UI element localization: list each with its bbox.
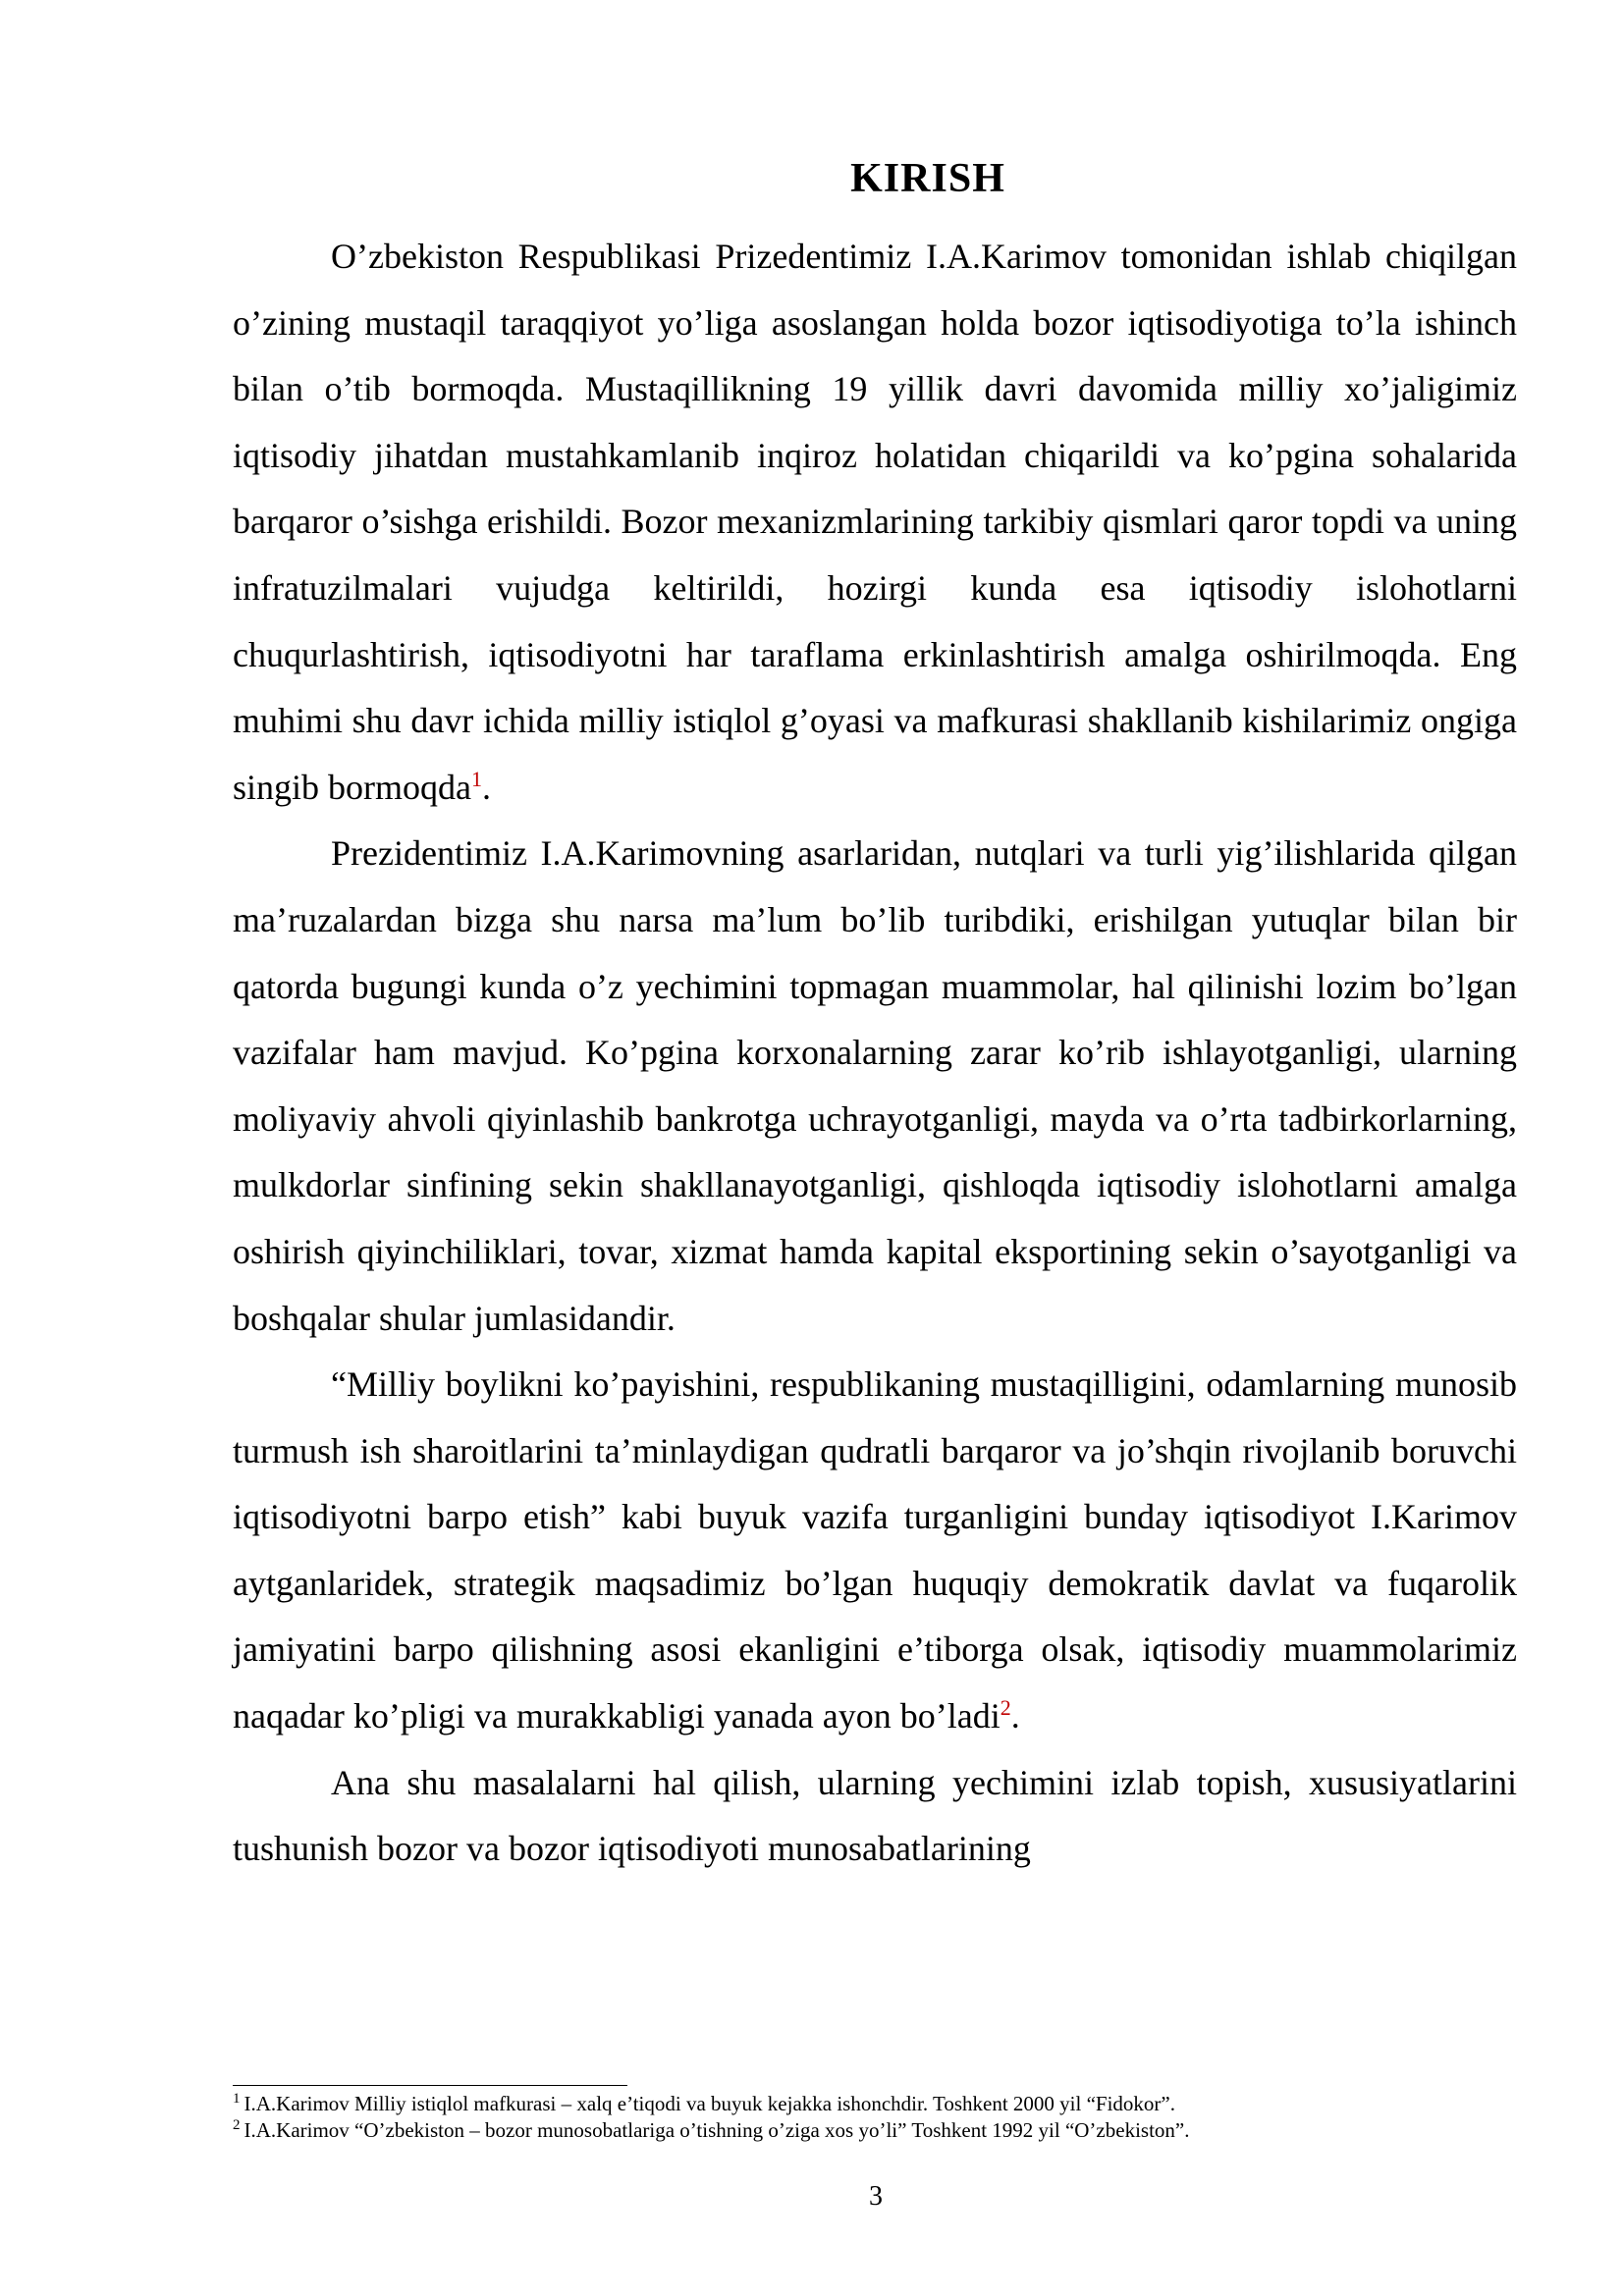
page-title: KIRISH [850, 156, 1005, 201]
paragraph-text: O’zbekiston Respublikasi Prizedentimiz I.A.Karimov tomonidan ishlab chiqilgan o’zining mustaqil taraqqiyot yo’liga asoslangan holda bozor iqtisodiyotiga to’la ishinch bilan o’tib bormoqda. Mustaqillikning 19 yillik davri davomida milliy xo’jaligimiz iqtisodiy jihatdan mustahkamlanib inqiroz holatidan chiqarildi va ko’pgina sohalarida barqaror o’sishga erishildi. Bozor mexanizmlarining tarkibiy qismlari qaror topdi va uning infratuzilmalari vujudga keltirildi, hozirgi kunda esa iqtisodiy islohotlarni chuqurlashtirish, iqtisodiyotni har taraflama erkinlashtirish amalga oshirilmoqda. Eng muhimi shu davr ichida milliy istiqlol g’oyasi va mafkurasi shakllanib kishilarimiz ongiga singib bormoqda [233, 237, 1517, 807]
footnotes [233, 2091, 1517, 2144]
footnote-text: I.A.Karimov Milliy istiqlol mafkurasi – xalq e’tiqodi va buyuk kejakka ishonchdir. Toshkent 2000 yil “Fidokor”. [243, 2092, 1175, 2115]
footnote-ref[interactable]: 2 [1000, 1695, 1011, 1721]
footnote-number: 2 [233, 2117, 241, 2133]
paragraph-text: “Milliy boylikni ko’payishini, respublikaning mustaqilligini, odamlarning munosib turmush ish sharoitlarini ta’minlaydigan qudratli barqaror va jo’shqin rivojlanib boruvchi iqtisodiyotni barpo etish” kabi buyuk vazifa turganligini bunday iqtisodiyot I.Karimov aytganlaridek, strategik maqsadimiz bo’lgan huquqiy demokratik davlat va fuqarolik jamiyatini barpo qilishning asosi ekanligini e’tiborga olsak, iqtisodiy muammolarimiz naqadar ko’pligi va murakkabligi yanada ayon bo’ladi [233, 1364, 1517, 1736]
body-text [233, 224, 1517, 1883]
paragraph [233, 224, 1517, 821]
paragraph-end: . [1010, 1696, 1020, 1736]
paragraph-text: Ana shu masalalarni hal qilish, ularning yechimini izlab topish, xususiyatlarini tushunish bozor va bozor iqtisodiyoti munosabatlarining [233, 1762, 1517, 1869]
paragraph [233, 1352, 1517, 1750]
footnote-separator [233, 2085, 627, 2086]
footnote-text: I.A.Karimov “O’zbekiston – bozor munosobatlariga o’tishning o’ziga xos yo’li” Toshkent 1992 yil “O’zbekiston”. [243, 2118, 1190, 2142]
paragraph [233, 821, 1517, 1352]
page-number: 3 [869, 2181, 883, 2212]
paragraph-end: . [481, 767, 491, 807]
paragraph-text: Prezidentimiz I.A.Karimovning asarlaridan, nutqlari va turli yig’ilishlarida qilgan ma’ruzalardan bizga shu narsa ma’lum bo’lib turibdiki, erishilgan yutuqlar bilan bir qatorda bugungi kunda o’z yechimini topmagan muammolar, hal qilinishi lozim bo’lgan vazifalar ham mavjud. Ko’pgina korxonalarning zarar ko’rib ishlayotganligi, ularning moliyaviy ahvoli qiyinlashib bankrotga uchrayotganligi, mayda va o’rta tadbirkorlarning, mulkdorlar sinfining sekin shakllanayotganligi, qishloqda iqtisodiy islohotlarni amalga oshirish qiyinchiliklari, tovar, xizmat hamda kapital eksportining sekin o’sayotganligi va boshqalar shular jumlasidandir. [233, 833, 1517, 1338]
footnote [233, 2117, 1517, 2144]
footnote-number: 1 [233, 2091, 241, 2107]
footnote [233, 2091, 1517, 2117]
paragraph [233, 1750, 1517, 1883]
footnote-ref[interactable]: 1 [470, 766, 482, 791]
